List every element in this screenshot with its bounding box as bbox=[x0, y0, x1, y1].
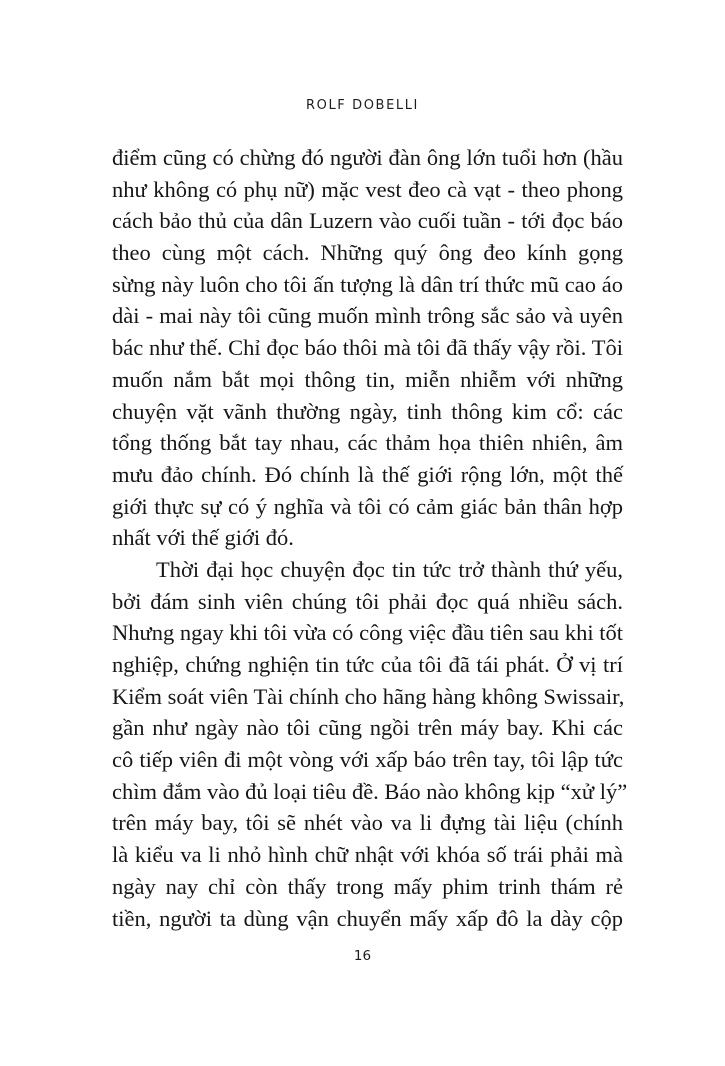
body-text bbox=[112, 142, 628, 934]
text-line: chìm đắm vào đủ loại tiêu đề. Báo nào không kịp “xử lý” bbox=[112, 778, 628, 804]
text-line-paragraph-end: nhất với thế giới đó. bbox=[112, 525, 294, 551]
running-head-author: ROLF DOBELLI bbox=[305, 98, 419, 113]
text-line: chuyện vặt vãnh thường ngày, tinh thông kim cổ: các bbox=[112, 398, 623, 424]
text-line: tổng thống bắt tay nhau, các thảm họa thiên nhiên, âm bbox=[112, 430, 623, 456]
text-line: điểm cũng có chừng đó người đàn ông lớn tuổi hơn (hầu bbox=[112, 145, 623, 170]
text-line: mưu đảo chính. Đó chính là thế giới rộng lớn, một thế bbox=[112, 461, 623, 487]
text-line: dài - mai này tôi cũng muốn mình trông sắc sảo và uyên bbox=[112, 303, 623, 329]
text-line: tiền, người ta dùng vận chuyển mấy xấp đô la dày cộp bbox=[112, 905, 623, 931]
text-line: là kiểu va li nhỏ hình chữ nhật với khóa số trái phải mà bbox=[112, 842, 623, 868]
text-line: theo cùng một cách. Những quý ông đeo kính gọng bbox=[112, 240, 623, 266]
text-line: như không có phụ nữ) mặc vest đeo cà vạt - theo phong bbox=[112, 176, 623, 202]
text-line: cách bảo thủ của dân Luzern vào cuối tuần - tới đọc báo bbox=[112, 208, 623, 234]
text-line: muốn nắm bắt mọi thông tin, miễn nhiễm với những bbox=[112, 366, 623, 392]
text-line: sừng này luôn cho tôi ấn tượng là dân trí thức mũ cao áo bbox=[112, 271, 623, 297]
text-line: cô tiếp viên đi một vòng với xấp báo trên tay, tôi lập tức bbox=[112, 747, 623, 773]
text-line: bác như thế. Chỉ đọc báo thôi mà tôi đã thấy vậy rồi. Tôi bbox=[112, 335, 623, 361]
page-number: 16 bbox=[353, 948, 372, 964]
text-line: nghiệp, chứng nghiện tin tức của tôi đã tái phát. Ở vị trí bbox=[112, 652, 623, 677]
text-line: bởi đám sinh viên chúng tôi phải đọc quá nhiều sách. bbox=[112, 588, 623, 614]
text-line: giới thực sự có ý nghĩa và tôi có cảm giác bản thân hợp bbox=[112, 493, 623, 519]
text-line: trên máy bay, tôi sẽ nhét vào va li đựng tài liệu (chính bbox=[112, 810, 623, 836]
text-line: Kiểm soát viên Tài chính cho hãng hàng không Swissair, bbox=[112, 683, 625, 709]
text-line: ngày nay chỉ còn thấy trong mấy phim trinh thám rẻ bbox=[112, 873, 623, 899]
text-line: gần như ngày nào tôi cũng ngồi trên máy bay. Khi các bbox=[112, 715, 623, 741]
text-line-paragraph-start: Thời đại học chuyện đọc tin tức trở thành thứ yếu, bbox=[156, 556, 623, 582]
text-line: Nhưng ngay khi tôi vừa có công việc đầu tiên sau khi tốt bbox=[112, 620, 623, 646]
